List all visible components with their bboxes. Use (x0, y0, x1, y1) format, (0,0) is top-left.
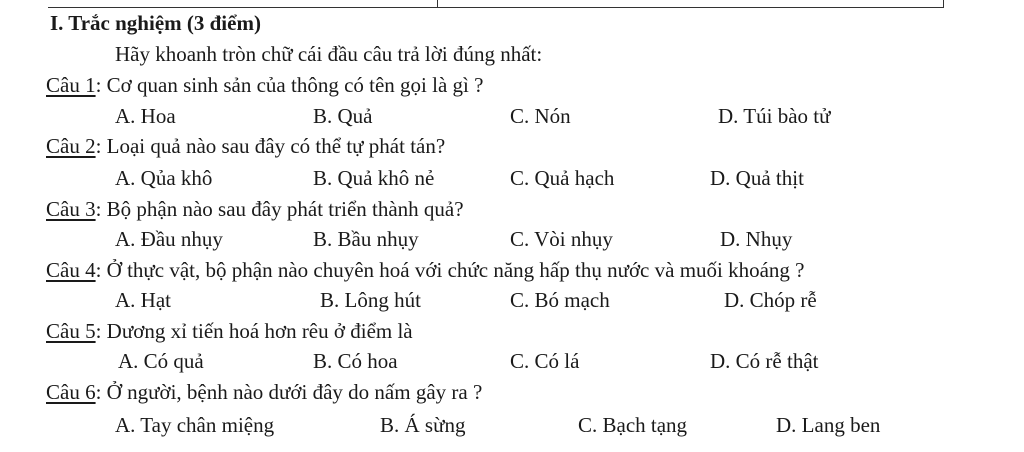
option-b: B. Á sừng (380, 413, 466, 437)
option-d: D. Lang ben (776, 413, 881, 437)
option-b: B. Bầu nhụy (313, 227, 419, 251)
option-a: A. Hoa (115, 104, 176, 128)
option-d: D. Có rễ thật (710, 349, 819, 373)
question-label: Câu 4 (46, 258, 96, 282)
question-label: Câu 1 (46, 73, 96, 97)
question-4 (46, 258, 805, 283)
option-d: D. Chóp rễ (724, 288, 817, 312)
option-a: A. Hạt (115, 288, 171, 312)
option-b: B. Có hoa (313, 349, 398, 373)
question-text: : Ở người, bệnh nào dưới đây do nấm gây ra ? (95, 380, 483, 404)
option-d: D. Túi bào tử (718, 104, 831, 128)
question-label: Câu 6 (46, 380, 96, 404)
question-text: : Ở thực vật, bộ phận nào chuyên hoá với chức năng hấp thụ nước và muối khoáng ? (95, 258, 805, 282)
question-label: Câu 5 (46, 319, 96, 343)
option-b: B. Quả khô nẻ (313, 166, 435, 190)
question-text: : Cơ quan sinh sản của thông có tên gọi là gì ? (95, 73, 484, 97)
question-3 (46, 197, 464, 222)
table-border-line (48, 7, 944, 8)
option-a: A. Đầu nhụy (115, 227, 223, 251)
option-c: C. Có lá (510, 349, 580, 373)
section-title: I. Trắc nghiệm (3 điểm) (50, 11, 261, 35)
instruction-text: Hãy khoanh tròn chữ cái đầu câu trả lời đúng nhất: (115, 42, 543, 66)
table-border-tick (943, 0, 944, 8)
table-border-tick (437, 0, 438, 8)
option-c: C. Vòi nhụy (510, 227, 613, 251)
option-a: A. Qủa khô (115, 166, 213, 190)
option-d: D. Quả thịt (710, 166, 804, 190)
option-a: A. Tay chân miệng (115, 413, 275, 437)
question-text: : Loại quả nào sau đây có thể tự phát tán? (95, 134, 446, 158)
question-text: : Bộ phận nào sau đây phát triển thành quả? (95, 197, 464, 221)
option-c: C. Bạch tạng (578, 413, 688, 437)
question-6 (46, 380, 482, 405)
option-c: C. Nón (510, 104, 571, 128)
question-label: Câu 2 (46, 134, 96, 158)
option-c: C. Quả hạch (510, 166, 615, 190)
option-b: B. Lông hút (320, 288, 421, 312)
question-2 (46, 134, 445, 159)
question-label: Câu 3 (46, 197, 96, 221)
question-5 (46, 319, 413, 344)
option-c: C. Bó mạch (510, 288, 610, 312)
option-b: B. Quả (313, 104, 373, 128)
option-d: D. Nhụy (720, 227, 793, 251)
question-text: : Dương xỉ tiến hoá hơn rêu ở điểm là (95, 319, 413, 343)
option-a: A. Có quả (118, 349, 204, 373)
question-1 (46, 73, 483, 98)
